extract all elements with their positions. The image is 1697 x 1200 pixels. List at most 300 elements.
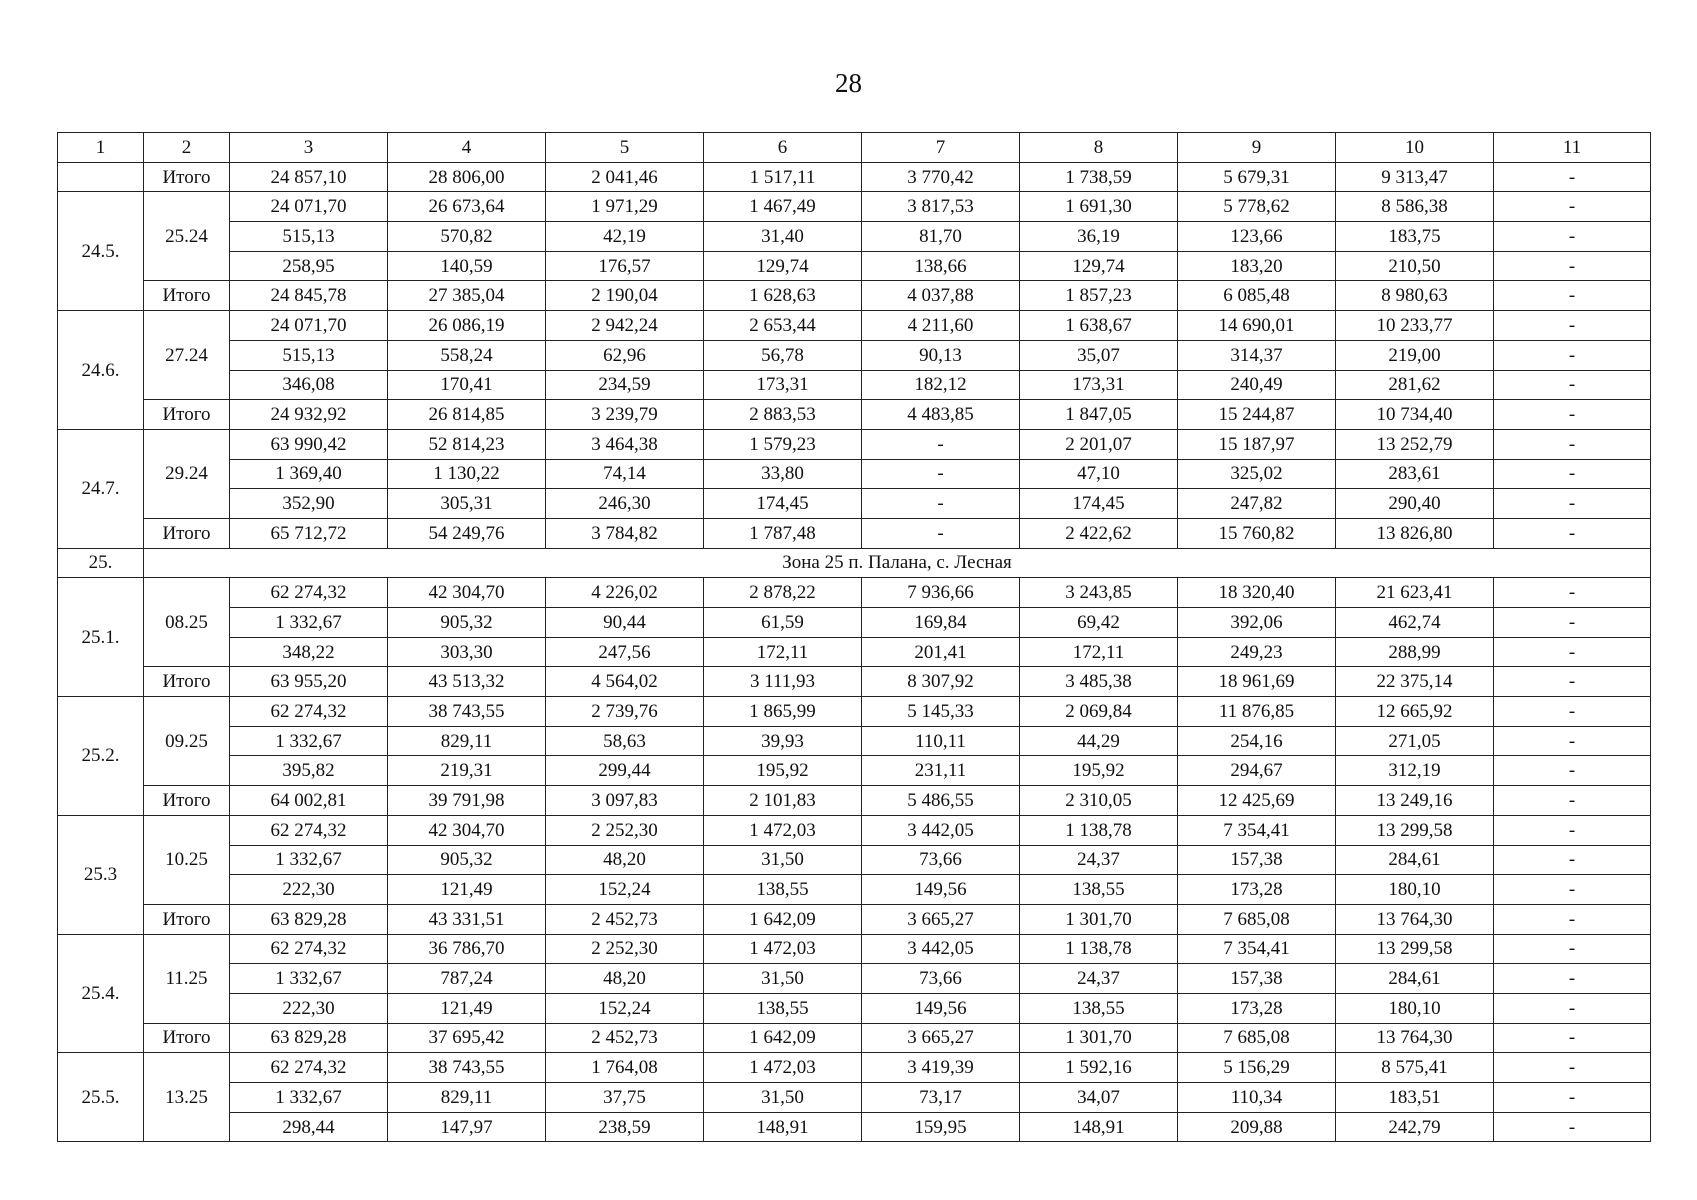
value-cell: 24 932,92 xyxy=(230,400,388,430)
value-cell: 3 243,85 xyxy=(1020,578,1178,608)
value-cell: 2 201,07 xyxy=(1020,429,1178,459)
value-cell: 121,49 xyxy=(388,875,546,905)
value-cell: 2 653,44 xyxy=(704,311,862,341)
value-cell: 170,41 xyxy=(388,370,546,400)
value-cell: 180,10 xyxy=(1336,993,1494,1023)
value-cell: - xyxy=(1494,400,1651,430)
value-cell: - xyxy=(1494,815,1651,845)
total-row xyxy=(58,1023,1651,1053)
value-cell: 2 739,76 xyxy=(546,697,704,727)
value-cell: 246,30 xyxy=(546,489,704,519)
value-cell: 34,07 xyxy=(1020,1083,1178,1113)
zone-code-cell: 10.25 xyxy=(144,815,230,904)
value-cell: - xyxy=(1494,1023,1651,1053)
zone-code-cell: 29.24 xyxy=(144,429,230,518)
table-row xyxy=(58,192,1651,222)
value-cell: - xyxy=(1494,934,1651,964)
total-row xyxy=(58,162,1651,192)
table-row xyxy=(58,845,1651,875)
value-cell: 15 244,87 xyxy=(1178,400,1336,430)
value-cell: - xyxy=(1494,756,1651,786)
value-cell: 121,49 xyxy=(388,993,546,1023)
value-cell: 829,11 xyxy=(388,726,546,756)
value-cell: 2 310,05 xyxy=(1020,786,1178,816)
value-cell: 1 517,11 xyxy=(704,162,862,192)
value-cell: 5 156,29 xyxy=(1178,1053,1336,1083)
value-cell: 201,41 xyxy=(862,637,1020,667)
value-cell: 13 252,79 xyxy=(1336,429,1494,459)
value-cell: 2 041,46 xyxy=(546,162,704,192)
value-cell: 24,37 xyxy=(1020,845,1178,875)
value-cell: 2 069,84 xyxy=(1020,697,1178,727)
value-cell: 234,59 xyxy=(546,370,704,400)
value-cell: 314,37 xyxy=(1178,340,1336,370)
value-cell: 52 814,23 xyxy=(388,429,546,459)
value-cell: 3 770,42 xyxy=(862,162,1020,192)
value-cell: 1 467,49 xyxy=(704,192,862,222)
value-cell: 3 111,93 xyxy=(704,667,862,697)
value-cell: 31,40 xyxy=(704,222,862,252)
table-row xyxy=(58,429,1651,459)
value-cell: - xyxy=(1494,1112,1651,1142)
row-number-cell: 25.4. xyxy=(58,934,144,1053)
value-cell: 1 691,30 xyxy=(1020,192,1178,222)
value-cell: 65 712,72 xyxy=(230,518,388,548)
value-cell: 1 332,67 xyxy=(230,726,388,756)
value-cell: 54 249,76 xyxy=(388,518,546,548)
value-cell: 48,20 xyxy=(546,845,704,875)
value-cell: 1 472,03 xyxy=(704,1053,862,1083)
value-cell: 1 857,23 xyxy=(1020,281,1178,311)
value-cell: 3 784,82 xyxy=(546,518,704,548)
value-cell: 7 685,08 xyxy=(1178,904,1336,934)
value-cell: 26 814,85 xyxy=(388,400,546,430)
value-cell: 249,23 xyxy=(1178,637,1336,667)
value-cell: 8 307,92 xyxy=(862,667,1020,697)
value-cell: 24,37 xyxy=(1020,964,1178,994)
zone-code-cell: 25.24 xyxy=(144,192,230,281)
value-cell: 219,31 xyxy=(388,756,546,786)
row-number-cell: 25.2. xyxy=(58,697,144,816)
value-cell: 42 304,70 xyxy=(388,578,546,608)
value-cell: 325,02 xyxy=(1178,459,1336,489)
table-row xyxy=(58,934,1651,964)
value-cell: 28 806,00 xyxy=(388,162,546,192)
value-cell: 1 787,48 xyxy=(704,518,862,548)
value-cell: 169,84 xyxy=(862,608,1020,638)
column-number-cell: 9 xyxy=(1178,133,1336,163)
value-cell: 352,90 xyxy=(230,489,388,519)
value-cell: 195,92 xyxy=(1020,756,1178,786)
value-cell: 36 786,70 xyxy=(388,934,546,964)
table-row xyxy=(58,993,1651,1023)
table-row xyxy=(58,875,1651,905)
value-cell: 183,75 xyxy=(1336,222,1494,252)
table-row xyxy=(58,222,1651,252)
tariff-table xyxy=(57,132,1651,1142)
column-number-cell: 4 xyxy=(388,133,546,163)
value-cell: 4 211,60 xyxy=(862,311,1020,341)
value-cell: 1 579,23 xyxy=(704,429,862,459)
value-cell: 13 764,30 xyxy=(1336,1023,1494,1053)
value-cell: 829,11 xyxy=(388,1083,546,1113)
value-cell: 5 486,55 xyxy=(862,786,1020,816)
value-cell: 24 071,70 xyxy=(230,192,388,222)
value-cell: 210,50 xyxy=(1336,251,1494,281)
column-number-cell: 1 xyxy=(58,133,144,163)
value-cell: 21 623,41 xyxy=(1336,578,1494,608)
column-number-cell: 7 xyxy=(862,133,1020,163)
value-cell: 43 513,32 xyxy=(388,667,546,697)
row-number-cell: 25.3 xyxy=(58,815,144,934)
value-cell: 238,59 xyxy=(546,1112,704,1142)
value-cell: - xyxy=(1494,608,1651,638)
total-label-cell: Итого xyxy=(144,518,230,548)
zone-code-cell: 11.25 xyxy=(144,934,230,1023)
value-cell: 13 249,16 xyxy=(1336,786,1494,816)
value-cell: 2 452,73 xyxy=(546,1023,704,1053)
value-cell: 1 764,08 xyxy=(546,1053,704,1083)
table-row xyxy=(58,251,1651,281)
value-cell: 905,32 xyxy=(388,845,546,875)
table-row xyxy=(58,964,1651,994)
value-cell: - xyxy=(1494,192,1651,222)
value-cell: 558,24 xyxy=(388,340,546,370)
value-cell: 56,78 xyxy=(704,340,862,370)
value-cell: 172,11 xyxy=(704,637,862,667)
value-cell: 392,06 xyxy=(1178,608,1336,638)
column-number-cell: 6 xyxy=(704,133,862,163)
value-cell: - xyxy=(862,518,1020,548)
value-cell: - xyxy=(862,489,1020,519)
value-cell: 312,19 xyxy=(1336,756,1494,786)
total-label-cell: Итого xyxy=(144,162,230,192)
value-cell: 152,24 xyxy=(546,993,704,1023)
value-cell: 173,31 xyxy=(1020,370,1178,400)
value-cell: 63 829,28 xyxy=(230,1023,388,1053)
table-body xyxy=(58,133,1651,1142)
value-cell: - xyxy=(1494,222,1651,252)
value-cell: 39,93 xyxy=(704,726,862,756)
value-cell: 183,51 xyxy=(1336,1083,1494,1113)
value-cell: 15 760,82 xyxy=(1178,518,1336,548)
value-cell: 5 145,33 xyxy=(862,697,1020,727)
value-cell: - xyxy=(1494,1053,1651,1083)
column-number-cell: 3 xyxy=(230,133,388,163)
value-cell: 6 085,48 xyxy=(1178,281,1336,311)
table-row xyxy=(58,815,1651,845)
value-cell: 73,66 xyxy=(862,845,1020,875)
total-row xyxy=(58,518,1651,548)
value-cell: 1 301,70 xyxy=(1020,1023,1178,1053)
value-cell: 110,11 xyxy=(862,726,1020,756)
value-cell: 462,74 xyxy=(1336,608,1494,638)
value-cell: 231,11 xyxy=(862,756,1020,786)
value-cell: - xyxy=(1494,489,1651,519)
value-cell: - xyxy=(1494,251,1651,281)
value-cell: 138,66 xyxy=(862,251,1020,281)
value-cell: 63 829,28 xyxy=(230,904,388,934)
value-cell: 1 130,22 xyxy=(388,459,546,489)
value-cell: 39 791,98 xyxy=(388,786,546,816)
value-cell: 31,50 xyxy=(704,845,862,875)
value-cell: 195,92 xyxy=(704,756,862,786)
value-cell: - xyxy=(862,429,1020,459)
value-cell: 148,91 xyxy=(704,1112,862,1142)
value-cell: 395,82 xyxy=(230,756,388,786)
value-cell: 1 472,03 xyxy=(704,815,862,845)
value-cell: 62 274,32 xyxy=(230,697,388,727)
value-cell: - xyxy=(1494,518,1651,548)
value-cell: 2 452,73 xyxy=(546,904,704,934)
value-cell: 62,96 xyxy=(546,340,704,370)
value-cell: 283,61 xyxy=(1336,459,1494,489)
zone-code-cell: 08.25 xyxy=(144,578,230,667)
total-label-cell: Итого xyxy=(144,400,230,430)
value-cell: 149,56 xyxy=(862,875,1020,905)
value-cell: - xyxy=(1494,786,1651,816)
value-cell: 13 826,80 xyxy=(1336,518,1494,548)
value-cell: 222,30 xyxy=(230,993,388,1023)
value-cell: 22 375,14 xyxy=(1336,667,1494,697)
total-label-cell: Итого xyxy=(144,786,230,816)
value-cell: 2 101,83 xyxy=(704,786,862,816)
section-title-cell: Зона 25 п. Палана, с. Лесная xyxy=(144,548,1651,578)
value-cell: 123,66 xyxy=(1178,222,1336,252)
total-label-cell: Итого xyxy=(144,1023,230,1053)
value-cell: 31,50 xyxy=(704,1083,862,1113)
value-cell: 58,63 xyxy=(546,726,704,756)
value-cell: - xyxy=(1494,459,1651,489)
table-row xyxy=(58,637,1651,667)
value-cell: - xyxy=(1494,340,1651,370)
value-cell: 288,99 xyxy=(1336,637,1494,667)
zone-code-cell: 27.24 xyxy=(144,311,230,400)
value-cell: 173,28 xyxy=(1178,875,1336,905)
table-row xyxy=(58,1112,1651,1142)
value-cell: 1 865,99 xyxy=(704,697,862,727)
row-number-cell: 24.7. xyxy=(58,429,144,548)
value-cell: 27 385,04 xyxy=(388,281,546,311)
value-cell: 7 936,66 xyxy=(862,578,1020,608)
value-cell: 36,19 xyxy=(1020,222,1178,252)
value-cell: 90,44 xyxy=(546,608,704,638)
value-cell: 1 301,70 xyxy=(1020,904,1178,934)
table-row xyxy=(58,578,1651,608)
value-cell: - xyxy=(1494,281,1651,311)
value-cell: - xyxy=(1494,1083,1651,1113)
value-cell: 8 980,63 xyxy=(1336,281,1494,311)
value-cell: 1 971,29 xyxy=(546,192,704,222)
total-label-cell: Итого xyxy=(144,281,230,311)
table-row xyxy=(58,697,1651,727)
table-row xyxy=(58,489,1651,519)
value-cell: 38 743,55 xyxy=(388,1053,546,1083)
column-number-cell: 2 xyxy=(144,133,230,163)
value-cell: 26 086,19 xyxy=(388,311,546,341)
table-row xyxy=(58,340,1651,370)
value-cell: 149,56 xyxy=(862,993,1020,1023)
value-cell: 183,20 xyxy=(1178,251,1336,281)
value-cell: 43 331,51 xyxy=(388,904,546,934)
value-cell: 62 274,32 xyxy=(230,934,388,964)
table-row xyxy=(58,756,1651,786)
value-cell: 13 299,58 xyxy=(1336,934,1494,964)
value-cell: 5 778,62 xyxy=(1178,192,1336,222)
value-cell: 3 442,05 xyxy=(862,934,1020,964)
value-cell: 147,97 xyxy=(388,1112,546,1142)
value-cell: 3 485,38 xyxy=(1020,667,1178,697)
value-cell: 1 332,67 xyxy=(230,608,388,638)
value-cell: 299,44 xyxy=(546,756,704,786)
value-cell: 140,59 xyxy=(388,251,546,281)
value-cell: 18 320,40 xyxy=(1178,578,1336,608)
value-cell: - xyxy=(1494,697,1651,727)
total-row xyxy=(58,281,1651,311)
value-cell: 138,55 xyxy=(704,993,862,1023)
total-label-cell: Итого xyxy=(144,667,230,697)
column-number-cell: 10 xyxy=(1336,133,1494,163)
value-cell: 1 638,67 xyxy=(1020,311,1178,341)
value-cell: 12 425,69 xyxy=(1178,786,1336,816)
value-cell: 7 685,08 xyxy=(1178,1023,1336,1053)
value-cell: 64 002,81 xyxy=(230,786,388,816)
value-cell: 1 642,09 xyxy=(704,1023,862,1053)
value-cell: 515,13 xyxy=(230,222,388,252)
value-cell: 148,91 xyxy=(1020,1112,1178,1142)
value-cell: 290,40 xyxy=(1336,489,1494,519)
value-cell: 15 187,97 xyxy=(1178,429,1336,459)
value-cell: 1 472,03 xyxy=(704,934,862,964)
value-cell: 305,31 xyxy=(388,489,546,519)
value-cell: 254,16 xyxy=(1178,726,1336,756)
value-cell: 5 679,31 xyxy=(1178,162,1336,192)
value-cell: 48,20 xyxy=(546,964,704,994)
value-cell: 152,24 xyxy=(546,875,704,905)
value-cell: 63 955,20 xyxy=(230,667,388,697)
table-row xyxy=(58,608,1651,638)
value-cell: 12 665,92 xyxy=(1336,697,1494,727)
value-cell: 346,08 xyxy=(230,370,388,400)
value-cell: 159,95 xyxy=(862,1112,1020,1142)
value-cell: 284,61 xyxy=(1336,964,1494,994)
value-cell: 4 226,02 xyxy=(546,578,704,608)
value-cell: 176,57 xyxy=(546,251,704,281)
value-cell: 222,30 xyxy=(230,875,388,905)
value-cell: 24 857,10 xyxy=(230,162,388,192)
row-number-cell: 24.5. xyxy=(58,192,144,311)
value-cell: - xyxy=(1494,667,1651,697)
value-cell: 1 847,05 xyxy=(1020,400,1178,430)
row-number-cell xyxy=(58,162,144,192)
section-row xyxy=(58,548,1651,578)
value-cell: - xyxy=(1494,311,1651,341)
value-cell: 138,55 xyxy=(1020,875,1178,905)
column-number-cell: 8 xyxy=(1020,133,1178,163)
value-cell: 7 354,41 xyxy=(1178,815,1336,845)
value-cell: 1 628,63 xyxy=(704,281,862,311)
value-cell: 281,62 xyxy=(1336,370,1494,400)
value-cell: 2 252,30 xyxy=(546,815,704,845)
value-cell: 3 817,53 xyxy=(862,192,1020,222)
value-cell: 570,82 xyxy=(388,222,546,252)
table-row xyxy=(58,311,1651,341)
value-cell: 515,13 xyxy=(230,340,388,370)
value-cell: 90,13 xyxy=(862,340,1020,370)
value-cell: 3 239,79 xyxy=(546,400,704,430)
table-row xyxy=(58,1053,1651,1083)
value-cell: - xyxy=(1494,726,1651,756)
value-cell: 219,00 xyxy=(1336,340,1494,370)
value-cell: 8 575,41 xyxy=(1336,1053,1494,1083)
table-row xyxy=(58,370,1651,400)
value-cell: 242,79 xyxy=(1336,1112,1494,1142)
value-cell: 26 673,64 xyxy=(388,192,546,222)
value-cell: 129,74 xyxy=(704,251,862,281)
value-cell: 62 274,32 xyxy=(230,815,388,845)
value-cell: 1 592,16 xyxy=(1020,1053,1178,1083)
value-cell: 13 299,58 xyxy=(1336,815,1494,845)
value-cell: 13 764,30 xyxy=(1336,904,1494,934)
value-cell: 271,05 xyxy=(1336,726,1494,756)
value-cell: 1 138,78 xyxy=(1020,934,1178,964)
value-cell: - xyxy=(1494,637,1651,667)
value-cell: 2 883,53 xyxy=(704,400,862,430)
value-cell: - xyxy=(1494,429,1651,459)
value-cell: 3 097,83 xyxy=(546,786,704,816)
value-cell: 3 464,38 xyxy=(546,429,704,459)
value-cell: 1 332,67 xyxy=(230,845,388,875)
value-cell: 3 419,39 xyxy=(862,1053,1020,1083)
total-label-cell: Итого xyxy=(144,904,230,934)
value-cell: 129,74 xyxy=(1020,251,1178,281)
value-cell: 1 369,40 xyxy=(230,459,388,489)
value-cell: 209,88 xyxy=(1178,1112,1336,1142)
value-cell: 37 695,42 xyxy=(388,1023,546,1053)
value-cell: 2 878,22 xyxy=(704,578,862,608)
total-row xyxy=(58,904,1651,934)
value-cell: 10 233,77 xyxy=(1336,311,1494,341)
table-row xyxy=(58,459,1651,489)
zone-code-cell: 09.25 xyxy=(144,697,230,786)
value-cell: 4 564,02 xyxy=(546,667,704,697)
value-cell: 173,31 xyxy=(704,370,862,400)
value-cell: 3 665,27 xyxy=(862,1023,1020,1053)
value-cell: 284,61 xyxy=(1336,845,1494,875)
value-cell: 3 442,05 xyxy=(862,815,1020,845)
value-cell: 42,19 xyxy=(546,222,704,252)
value-cell: 157,38 xyxy=(1178,964,1336,994)
value-cell: 1 642,09 xyxy=(704,904,862,934)
total-row xyxy=(58,786,1651,816)
value-cell: 2 422,62 xyxy=(1020,518,1178,548)
value-cell: 44,29 xyxy=(1020,726,1178,756)
total-row xyxy=(58,400,1651,430)
value-cell: 4 037,88 xyxy=(862,281,1020,311)
value-cell: 9 313,47 xyxy=(1336,162,1494,192)
value-cell: 787,24 xyxy=(388,964,546,994)
value-cell: 62 274,32 xyxy=(230,1053,388,1083)
column-number-cell: 5 xyxy=(546,133,704,163)
value-cell: 3 665,27 xyxy=(862,904,1020,934)
total-row xyxy=(58,667,1651,697)
value-cell: 73,17 xyxy=(862,1083,1020,1113)
value-cell: - xyxy=(1494,845,1651,875)
value-cell: 1 332,67 xyxy=(230,964,388,994)
value-cell: 138,55 xyxy=(704,875,862,905)
value-cell: 2 252,30 xyxy=(546,934,704,964)
value-cell: 74,14 xyxy=(546,459,704,489)
